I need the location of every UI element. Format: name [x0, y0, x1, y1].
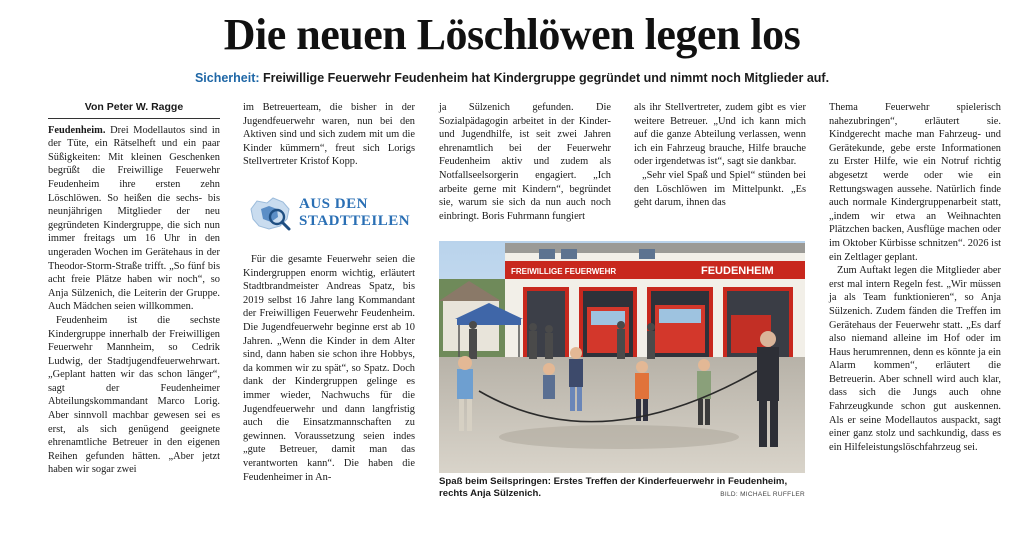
firehouse-scene — [439, 241, 805, 473]
article-paragraph: Zum Auftakt legen die Mitglieder aber erst mal intern Regeln fest. „Wir müssen ja als Team funktionieren“, so Anja Sülzenich. Zudem fänden die Treffen im Gerätehaus der Feuerwehr statt. „Es darf also niemand alleine im Hof oder im Haus herumrennen, denn es könnte ja ein Alarm kommen“, erläutert die Betreuerin. Aber schnell wird auch klar, dass sich die Jungs auch ohne Fahrzeugkunde schon gut auskennen. Als er seine Modellautos auspackt, sagt einer ganz stolz und sachkundig, dass es ein Hilfeleistungslöschfahrzeug sei. — [829, 265, 1001, 453]
photo-caption: Spaß beim Seilspringen: Erstes Treffen der Kinderfeuerwehr in Feudenheim, rechts Anja Sülzenich. — [439, 476, 788, 499]
section-badge-title — [299, 196, 419, 230]
district-map-icon — [247, 195, 293, 233]
building-sign-right: FEUDENHEIM — [701, 265, 774, 277]
subheadline-kicker: Sicherheit: — [194, 71, 260, 85]
article-column-2 — [243, 101, 415, 501]
building-sign-left: FREIWILLIGE FEUERWEHR — [511, 267, 617, 276]
dateline: Feudenheim. — [48, 124, 106, 136]
article-paragraph: Für die gesamte Feuerwehr seien die Kindergruppen enorm wichtig, erläutert Stadtbrandmeister Andreas Spatz, bis 2019 selbst 16 Jahre lang Kommandant der Freiwilligen Feuerwehr Feudenheim. Die Jugendfeuerwehr beginne erst ab 10 Jahren. „Wenn die Kinder in dem Alter sind, dann haben sie schon ihre Hobbys, da kommen wir zu spät“, so Spatz. Doch dank der Kindergruppen gelinge es immer wieder, Nachwuchs für die Jugendfeuerwehr und dann langfristig auch die Einsatzmannschaften zu gewinnen. Voraussetzung seien indes „gute Betreuer, damit man das verantworten kann“. Die haben die Feudenheimer in An- — [243, 254, 415, 483]
byline: Von Peter W. Ragge — [48, 101, 220, 119]
article-paragraph: ja Sülzenich gefunden. Die Sozialpädagogin arbeitet in der Kinder- und Jugendhilfe, ist seit zwei Jahren ehrenamtlich bei der Feuerwehr Feudenheim aktiv und zudem als Notfallseelsorgerin engagiert. „Ich arbeite gerne mit Kindern“, begründet sie, warum sie sich da nun auch noch einbringt. Boris Fuhrmann fungiert — [439, 102, 611, 222]
article-column-3 — [439, 101, 611, 223]
column-2-lower — [243, 253, 415, 484]
article-paragraph: im Betreuerteam, die bisher in der Jugendfeuerwehr waren, nun bei den Aktiven sind und sich zudem mit um die Kinder kümmern“, freut sich Lorigs Stellvertreter Kristof Kopp. — [243, 102, 415, 168]
section-badge-line2: STADTTEILEN — [299, 213, 411, 229]
article-paragraph — [48, 124, 220, 314]
article-paragraph: „Sehr viel Spaß und Spiel“ stünden bei den Löschlöwen im Mittelpunkt. „Es geht darum, ihnen das — [634, 169, 806, 209]
article-photo — [439, 241, 805, 473]
article-paragraph: Thema Feuerwehr spielerisch nahezubringen“, erläutert sie. Kindgerecht mache man Fahrzeug- und Gerätekunde, gebe erste Informationen zu Erster Hilfe, wie ein Notruf richtig abgesetzt werde oder wie ein Rettungswagen aussehe. Natürlich finde auch normale Kindergruppenarbeit statt, „indem wir etwa an Weihnachten Plätzchen backen, Ausflüge machen oder im Oktober Kürbisse schnitzen“. 2026 ist ein Zeltlager geplant. — [829, 102, 1001, 263]
article-paragraph: Feudenheim ist die sechste Kindergruppe innerhalb der Freiwilligen Feuerwehr Mannheim, so Cedrik Ludwig, der Stadtjugendfeuerwehrwart. „Geplant hatten wir das schon länger“, sagt der Feudenheimer Abteilungskommandant Marco Lorig. Aber sinnvoll machbar gewesen sei es erst, als sich genügend geeignete ehrenamtliche Betreuer in den eigenen Reihen gefunden hätten. „Aber jetzt haben wir sogar zwei — [48, 314, 220, 476]
subheadline — [0, 71, 1024, 85]
photo-credit: BILD: MICHAEL RUFFLER — [720, 491, 805, 498]
article-column-4 — [634, 101, 806, 210]
subheadline-text: Freiwillige Feuerwehr Feudenheim hat Kindergruppe gegründet und nimmt noch Mitglieder auf. — [259, 71, 830, 85]
section-badge — [247, 193, 413, 237]
article-column-5 — [829, 101, 1001, 454]
headline: Die neuen Löschlöwen legen los — [223, 10, 801, 59]
paragraph-text: Drei Modellautos sind in der Tüte, ein Rätselheft und ein paar Süßigkeiten: Mit kleinen Geschenken begrüßt die Freiwillige Feuerwehr Feudenheim ihre ersten zehn Löschlöwen. So heißen die sechs- bis neunjährigen Mitglieder der neu gegründeten Kindergruppe, die sich nun immer freitags um 16 Uhr in den ungeraden Wochen im Gerätehaus in der Theodor-Storm-Straße trifft. „So fünf bis acht freie Plätze haben wir noch“, so Anja Sülzenich, die Leiterin der Gruppe. Auch Mädchen seien willkommen. — [48, 124, 220, 313]
article-column-1 — [48, 101, 220, 477]
article-paragraph: als ihr Stellvertreter, zudem gibt es vier weitere Betreuer. „Und ich kann mich auf die ganze Abteilung verlassen, wenn ich ein Fahrzeug brauche, Hilfe brauche oder irgendetwas ist“, sagt sie dankbar. — [634, 102, 806, 168]
section-badge-line1: AUS DEN — [299, 196, 368, 212]
